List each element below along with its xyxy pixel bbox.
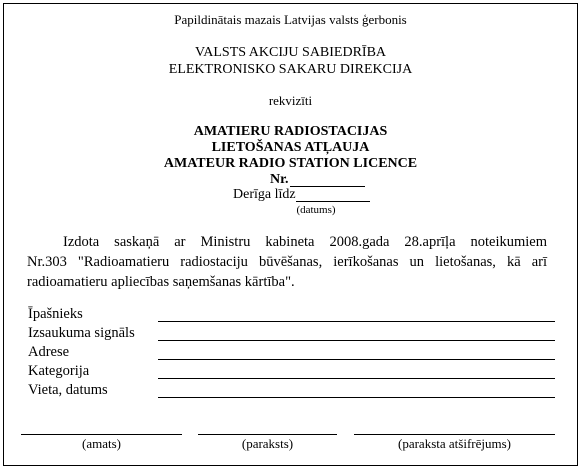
place-date-label: Vieta, datums xyxy=(28,382,108,398)
place-date-field-line xyxy=(158,397,555,398)
address-field-line xyxy=(158,359,555,360)
org-name-line2: ELEKTRONISKO SAKARU DIREKCIJA xyxy=(168,62,413,77)
title-line3: AMATEUR RADIO STATION LICENCE xyxy=(163,156,418,171)
category-field-line xyxy=(158,378,555,379)
valid-until-label: Derīga līdz xyxy=(233,187,296,202)
owner-field-line xyxy=(158,321,555,322)
signature-caption: (paraksts) xyxy=(241,436,294,451)
position-caption: (amats) xyxy=(82,436,121,451)
body-line3: radioamatieru apliecības saņemšanas kārtība". xyxy=(27,274,295,290)
requisites-label: rekvizīti xyxy=(268,93,313,108)
number-label: Nr. xyxy=(270,172,289,187)
coat-of-arms-note: Papildinātais mazais Latvijas valsts ģerbonis xyxy=(174,12,407,27)
title-line2: LIETOŠANAS ATĻAUJA xyxy=(211,140,370,155)
org-name-line1: VALSTS AKCIJU SABIEDRĪBA xyxy=(194,45,387,60)
body-line2: Nr.303 "Radioamatieru radiostaciju būvēšanas, ierīkošanas un lietošanas, kā arī xyxy=(27,254,547,270)
number-field-line xyxy=(290,186,365,187)
transcript-caption: (paraksta atšifrējums) xyxy=(398,436,511,451)
callsign-field-line xyxy=(158,340,555,341)
position-signature-line xyxy=(21,434,182,435)
callsign-label: Izsaukuma signāls xyxy=(28,325,135,341)
date-caption: (datums) xyxy=(296,204,336,216)
category-label: Kategorija xyxy=(28,363,90,379)
owner-label: Īpašnieks xyxy=(28,306,83,322)
transcript-signature-line xyxy=(354,434,555,435)
title-line1: AMATIERU RADIOSTACIJAS xyxy=(193,124,388,139)
body-line1: Izdota saskaņā ar Ministru kabineta 2008.gada 28.aprīļa noteikumiem xyxy=(63,234,547,250)
address-label: Adrese xyxy=(28,344,70,360)
signature-line xyxy=(198,434,337,435)
valid-until-field-line xyxy=(296,201,370,202)
